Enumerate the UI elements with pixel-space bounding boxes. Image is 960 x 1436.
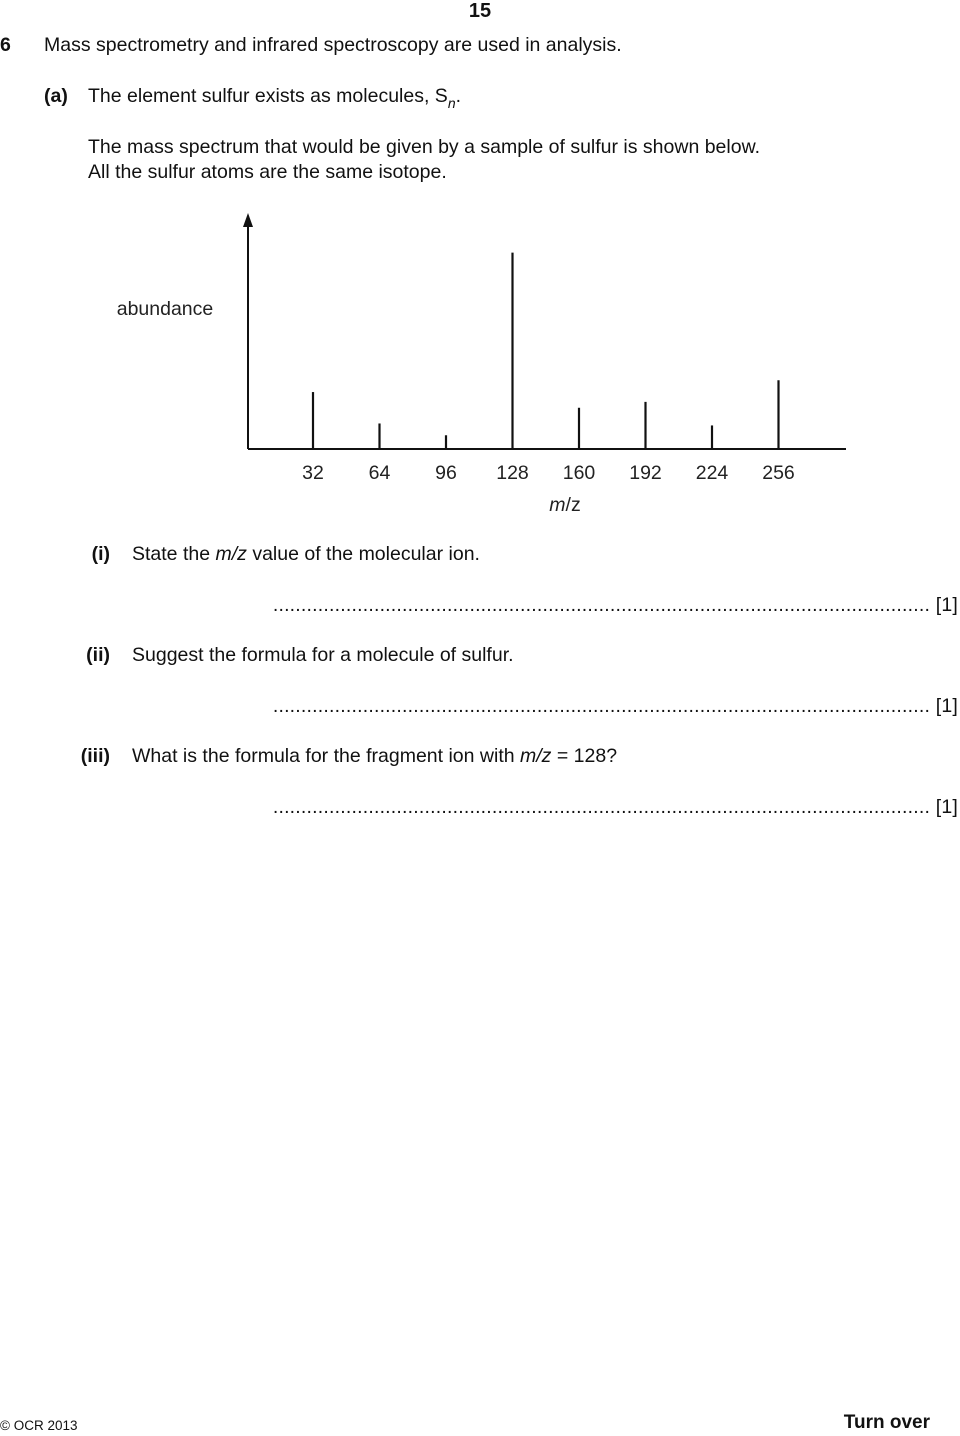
y-axis-label: abundance xyxy=(116,298,214,320)
subpart-ii-answer-line[interactable]: ..................................................................................................................... [1] xyxy=(272,695,958,717)
x-tick-label-224: 224 xyxy=(695,462,729,484)
subpart-i-italic: m/z xyxy=(215,543,247,565)
subscript-n: n xyxy=(447,95,456,111)
subpart-iii-label: (iii) xyxy=(80,745,110,767)
subpart-i-answer-line[interactable]: ..................................................................................................................... [1] xyxy=(272,594,958,616)
subpart-i-pre: State the xyxy=(132,543,216,565)
subpart-iii-answer-line[interactable]: ..................................................................................................................... [1] xyxy=(272,796,958,818)
part-a-statement: The element sulfur exists as molecules, S xyxy=(88,85,448,107)
question-number: 6 xyxy=(0,34,11,56)
part-a-line1: The mass spectrum that would be given by a sample of sulfur is shown below. xyxy=(88,136,760,158)
x-tick-label-96: 96 xyxy=(435,462,457,484)
part-a-text xyxy=(88,85,461,111)
subpart-ii-question xyxy=(132,644,514,667)
subpart-iii-pre: What is the formula for the fragment ion with xyxy=(132,745,521,767)
page-number: 15 xyxy=(468,0,492,22)
part-a-line2: All the sulfur atoms are the same isotope. xyxy=(88,161,447,183)
x-axis-label: m/z xyxy=(549,494,581,516)
part-a-period: . xyxy=(455,85,462,107)
y-axis-arrow-icon xyxy=(243,213,253,227)
subpart-iii-italic: m/z xyxy=(520,745,552,767)
subpart-i-question xyxy=(132,543,480,566)
x-tick-label-128: 128 xyxy=(496,462,529,484)
part-a-label: (a) xyxy=(44,85,68,107)
subpart-iii-post: = 128? xyxy=(551,745,618,767)
turn-over-label: Turn over xyxy=(843,1412,930,1433)
chart-plot-area xyxy=(117,213,846,516)
subpart-i-label: (i) xyxy=(91,543,110,565)
copyright-notice: © OCR 2013 xyxy=(0,1418,78,1433)
x-tick-label-160: 160 xyxy=(562,462,596,484)
subpart-iii-question xyxy=(132,745,617,768)
x-tick-label-32: 32 xyxy=(302,462,324,484)
x-tick-label-192: 192 xyxy=(629,462,662,484)
subpart-i-post: value of the molecular ion. xyxy=(246,543,480,565)
subpart-ii-pre: Suggest the formula for a molecule of sulfur. xyxy=(132,644,514,666)
x-tick-label-256: 256 xyxy=(762,462,795,484)
question-text: Mass spectrometry and infrared spectroscopy are used in analysis. xyxy=(44,34,622,56)
subpart-ii-label: (ii) xyxy=(86,644,110,666)
mass-spectrum-chart xyxy=(0,195,960,525)
x-tick-label-64: 64 xyxy=(368,462,391,484)
